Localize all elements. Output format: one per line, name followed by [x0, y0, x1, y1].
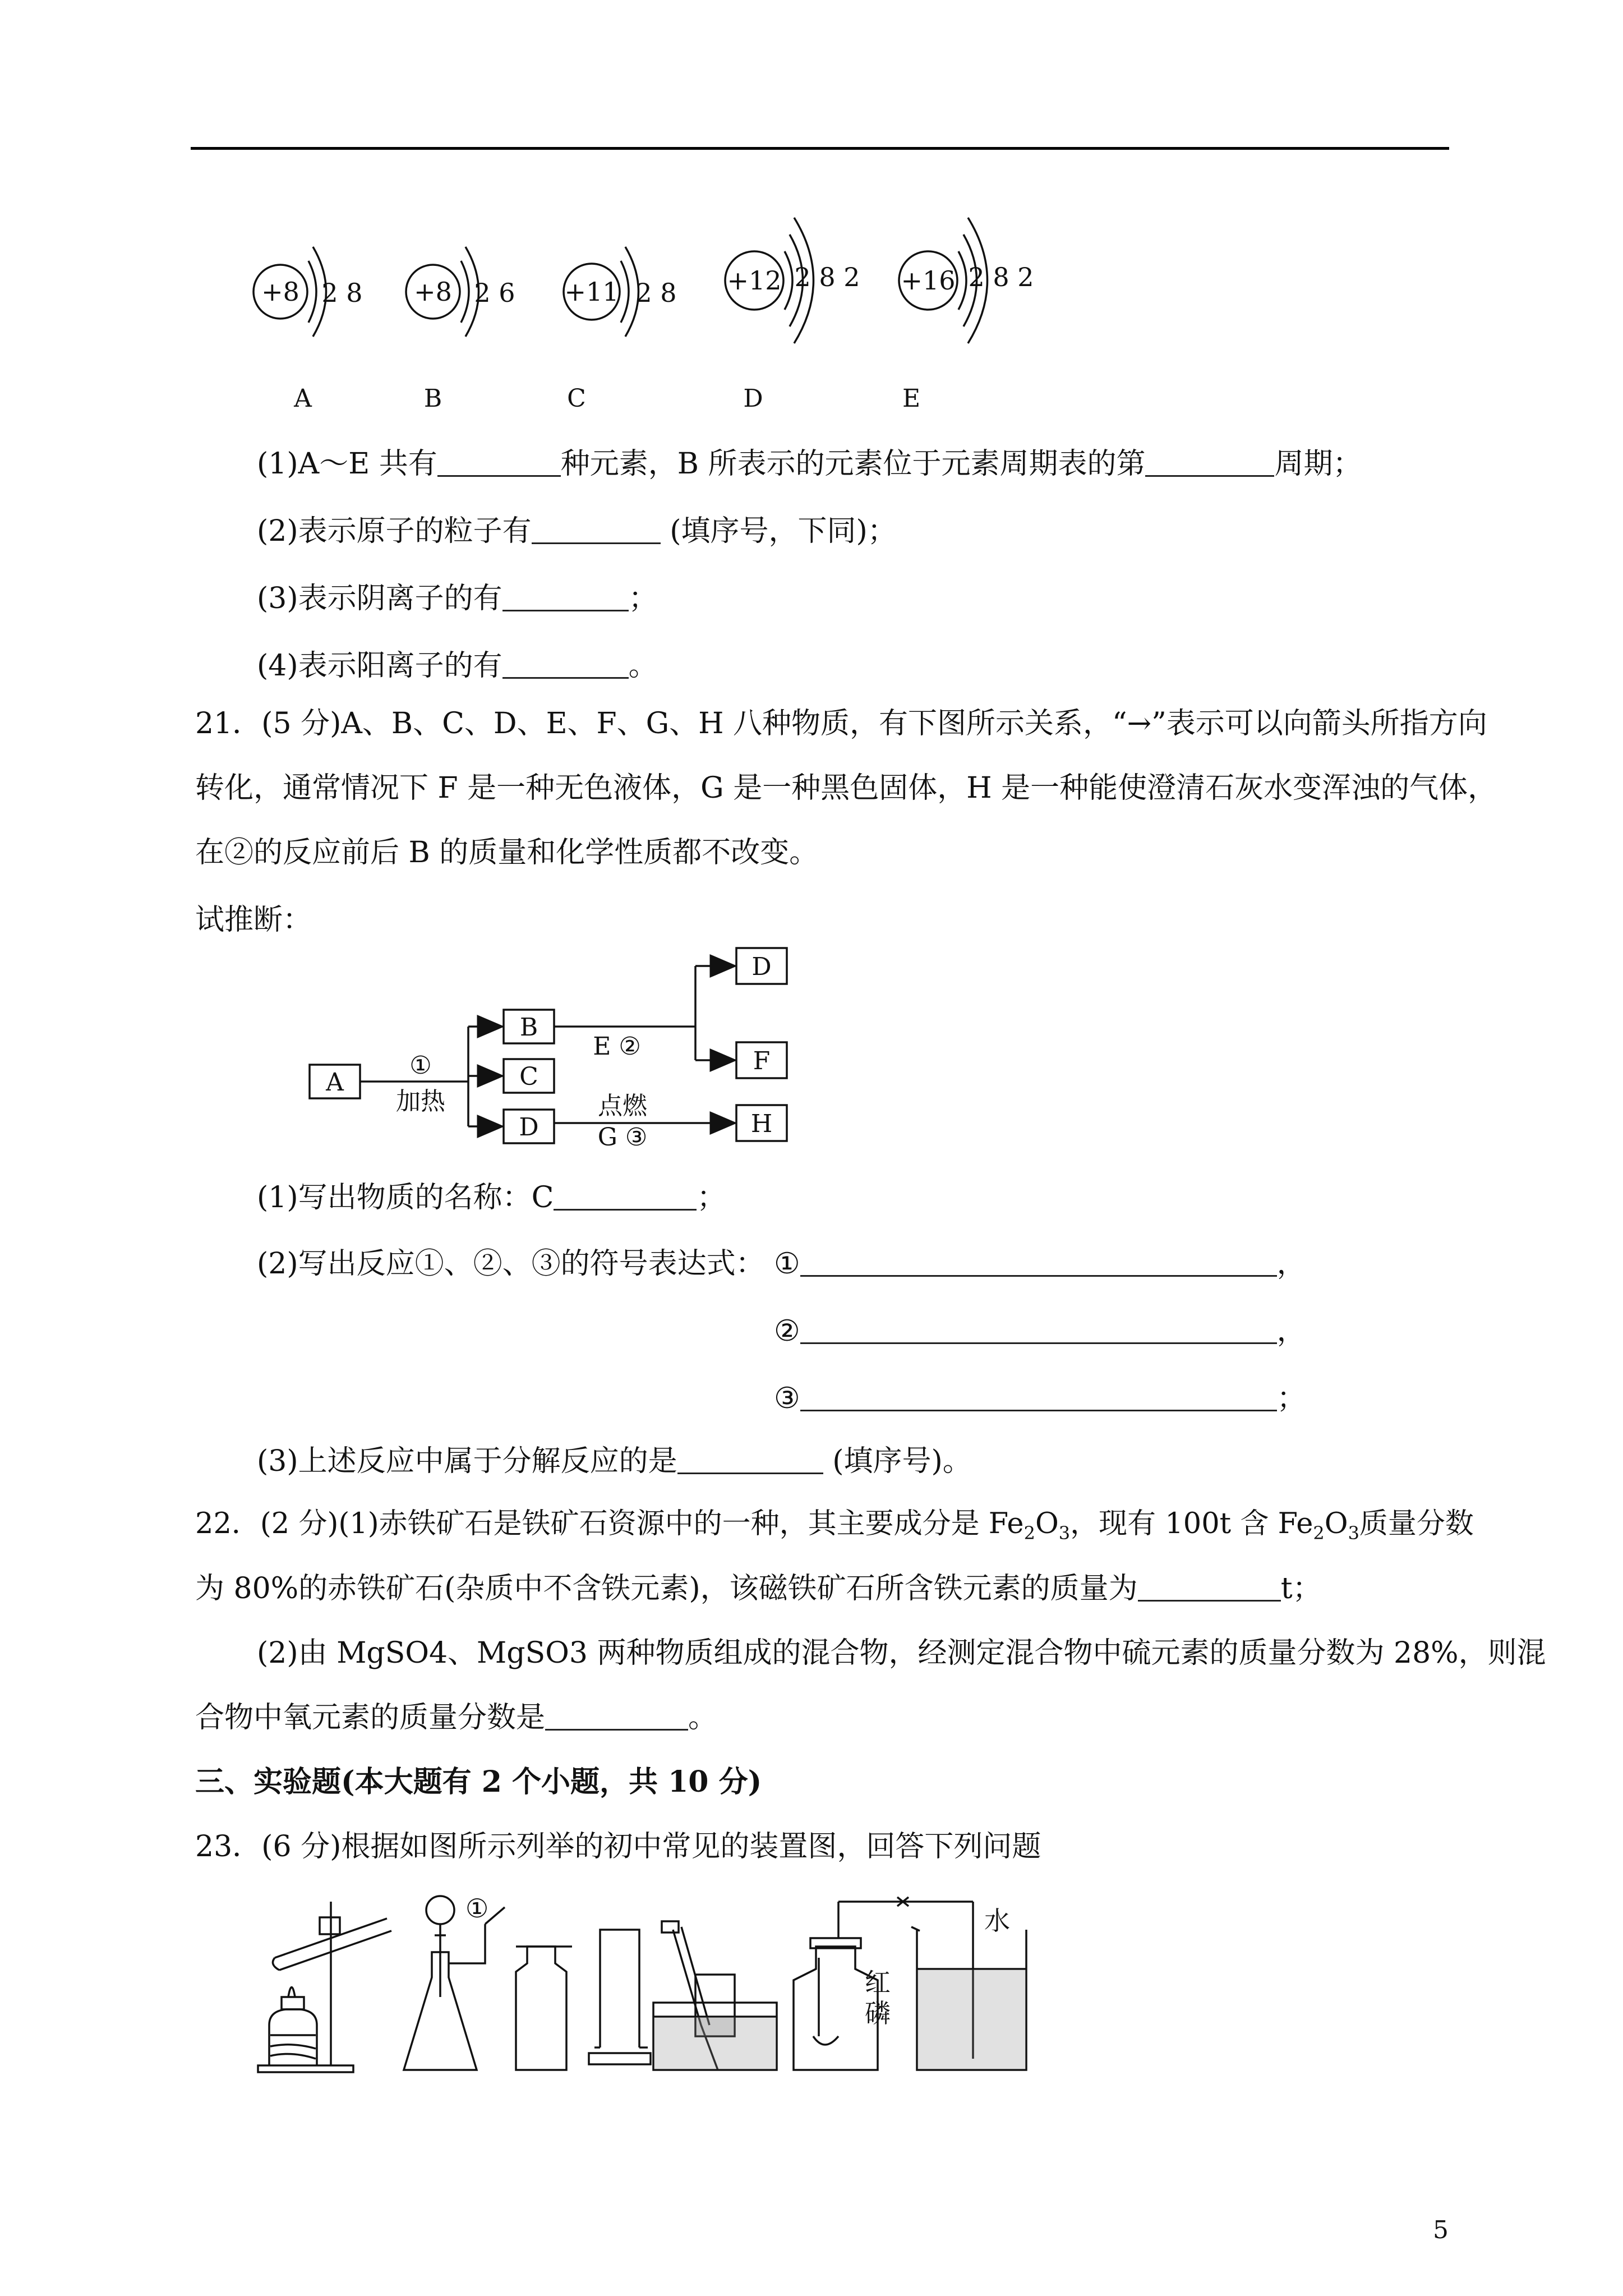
flow-box-b: B [519, 1013, 538, 1042]
answer-blank[interactable] [554, 1180, 697, 1211]
apparatus-label-water: 水 [984, 1906, 1010, 1936]
atom-d-shells: 2 8 2 [794, 262, 860, 292]
atom-b-nucleus: +8 [414, 277, 452, 307]
flow-box-f: F [753, 1047, 771, 1075]
flow-label-ignite: 点燃 [598, 1092, 647, 1120]
answer-blank[interactable] [502, 581, 629, 611]
answer-blank[interactable] [677, 1443, 823, 1474]
q21-equation2: ② ， [774, 1314, 1306, 1348]
answer-blank[interactable] [437, 446, 561, 477]
q21-equation3: ③ ； [774, 1382, 1306, 1415]
q21-stem-line4: 试推断： [195, 903, 312, 937]
answer-blank[interactable] [532, 513, 661, 544]
flow-box-d1: D [519, 1113, 539, 1142]
atom-e-nucleus: +16 [901, 265, 956, 296]
section-title: 三、实验题(本大题有 2 个小题，共 10 分) [195, 1765, 762, 1799]
q20-part1: (1)A～E 共有 种元素，B 所表示的元素位于元素周期表的第 周期； [257, 447, 1362, 481]
flow-box-a: A [326, 1068, 344, 1097]
atom-a-shells: 2 8 [321, 278, 363, 308]
answer-blank[interactable] [800, 1246, 1277, 1277]
q21-stem-line2: 转化，通常情况下 F 是一种无色液体，G 是一种黑色固体，H 是一种能使澄清石灰水变浑浊的气体， [195, 771, 1497, 805]
q23-apparatus-diagram [236, 1885, 1077, 2087]
page-number: 5 [1433, 2216, 1449, 2244]
atom-e-label: E [902, 384, 921, 413]
apparatus-label-1: ① [465, 1893, 489, 1924]
atomic-structure-diagrams [224, 185, 1066, 421]
flow-box-d2: D [751, 953, 772, 981]
answer-blank[interactable] [800, 1313, 1277, 1344]
atom-d-nucleus: +12 [727, 265, 782, 296]
header-rule [191, 147, 1449, 150]
answer-blank[interactable] [502, 648, 629, 679]
answer-blank[interactable] [800, 1381, 1277, 1411]
answer-blank[interactable] [545, 1700, 688, 1731]
q20-part4: (4)表示阳离子的有 。 [257, 649, 658, 683]
atom-c-shells: 2 8 [635, 278, 677, 308]
q22-line1: 22．(2 分)(1)赤铁矿石是铁矿石资源中的一种，其主要成分是 $Fe_2O_3$，现有 100t 含 $Fe_2O_3$质量分数 [195, 1507, 1474, 1544]
q20-part2: (2)表示原子的粒子有 (填序号，下同)； [257, 514, 897, 548]
flow-label-g3: G ③ [597, 1123, 648, 1152]
answer-blank[interactable] [1138, 1571, 1281, 1602]
apparatus-label-red: 红 [865, 1967, 891, 1998]
q21-part1: (1)写出物质的名称：C ； [257, 1181, 726, 1214]
q21-flowchart [303, 942, 808, 1156]
q23-stem: 23．(6 分)根据如图所示列举的初中常见的装置图，回答下列问题 [195, 1830, 1041, 1864]
q21-stem-line1: 21．(5 分)A、B、C、D、E、F、G、H 八种物质，有下图所示关系，“→”表示可以向箭头所指方向 [195, 707, 1487, 740]
atom-a-nucleus: +8 [261, 277, 299, 307]
q22-line3: (2)由 MgSO4、MgSO3 两种物质组成的混合物，经测定混合物中硫元素的质量分数为 28%，则混 [257, 1636, 1546, 1670]
atom-c-label: C [567, 384, 586, 413]
flow-label-e2: E ② [593, 1032, 641, 1061]
atom-a-label: A [294, 384, 312, 413]
flow-box-c: C [519, 1062, 538, 1091]
q22-line4: 合物中氧元素的质量分数是 。 [195, 1701, 718, 1734]
atom-e-shells: 2 8 2 [968, 262, 1034, 292]
q21-equation1: ① ， [774, 1247, 1306, 1281]
flow-label-reaction1: ① [409, 1051, 432, 1080]
flow-label-heat: 加热 [396, 1087, 445, 1116]
q21-stem-line3: 在②的反应前后 B 的质量和化学性质都不改变。 [195, 836, 819, 869]
answer-blank[interactable] [1145, 446, 1274, 477]
atom-b-label: B [423, 384, 442, 413]
flow-box-h: H [750, 1110, 773, 1138]
atom-b-shells: 2 6 [474, 278, 515, 308]
atom-c-nucleus: +11 [564, 277, 619, 307]
q21-part3: (3)上述反应中属于分解反应的是 (填序号)。 [257, 1444, 972, 1478]
apparatus-label-phosphorus: 磷 [865, 1998, 891, 2028]
q21-part2: (2)写出反应①、②、③的符号表达式： [257, 1247, 765, 1281]
q22-line2: 为 80%的赤铁矿石(杂质中不含铁元素)，该磁铁矿石所含铁元素的质量为 t； [195, 1572, 1322, 1605]
q20-part3: (3)表示阴离子的有 ； [257, 582, 658, 615]
atom-d-label: D [743, 384, 763, 413]
